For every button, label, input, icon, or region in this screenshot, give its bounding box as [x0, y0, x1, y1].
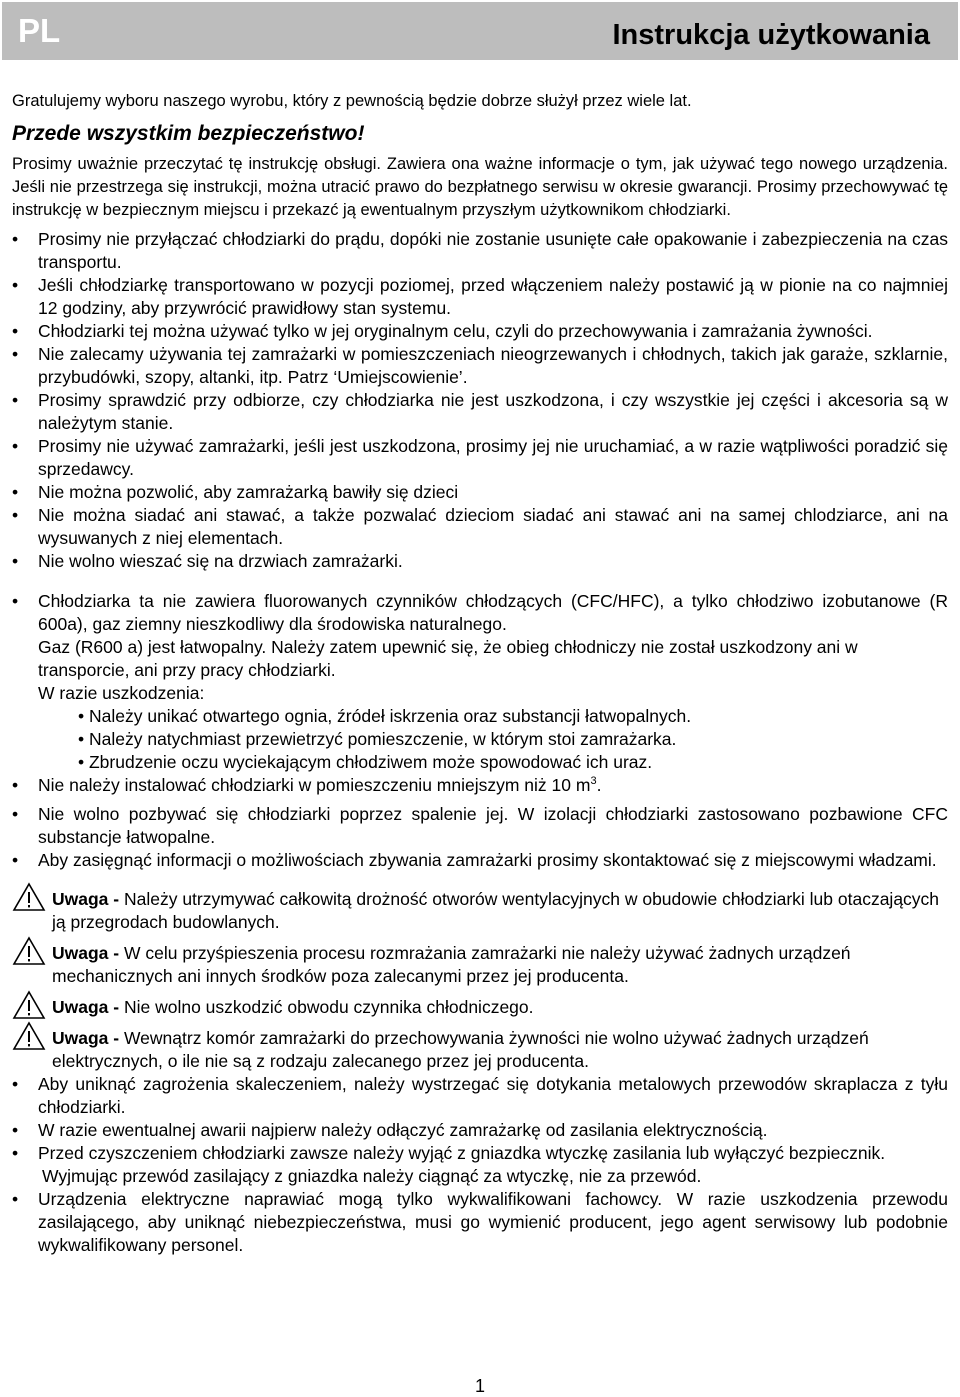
bullet-icon: • [12, 390, 19, 410]
damage-item: • Należy natychmiast przewietrzyć pomieszczenie, w którym stoi zamrażarka. [78, 729, 677, 749]
list-item: • Prosimy nie przyłączać chłodziarki do prądu, dopóki nie zostanie usunięte całe opakowanie i zabezpieczenia na czas transportu. [12, 229, 948, 272]
warning-label: Uwaga - [52, 943, 120, 963]
bullet-icon: • [12, 850, 19, 870]
warning-label: Uwaga - [52, 997, 120, 1017]
document-body [12, 90, 948, 1257]
warning-label: Uwaga - [52, 889, 120, 909]
warning-triangle-icon [12, 1021, 46, 1051]
bullet-icon: • [12, 505, 19, 525]
warning-block: Uwaga - Nie wolno uszkodzić obwodu czynnika chłodniczego. [12, 996, 948, 1019]
warning-block: Uwaga - Należy utrzymywać całkowitą drożność otworów wentylacyjnych w obudowie chłodziarki lub otaczających ją przegrodach budowlanych. [12, 888, 948, 934]
list-item: • Urządzenia elektryczne naprawiać mogą tylko wykwalifikowani fachowcy. W razie uszkodzenia przewodu zasilającego, aby uniknąć niebezpieczeństwa, musi go wymienić producent, jego agent serwisowy lub podobnie wykwalifikowany personel. [12, 1189, 948, 1255]
damage-item: • Należy unikać otwartego ognia, źródeł iskrzenia oraz substancji łatwopalnych. [78, 706, 692, 726]
bullet-icon: • [12, 321, 19, 341]
list-item: • Aby uniknąć zagrożenia skaleczeniem, należy wystrzegać się dotykania metalowych przewodów skraplacza z tyłu chłodziarki. [12, 1074, 948, 1117]
unplug-note: Wyjmując przewód zasilający z gniazdka należy ciągnąć za wtyczkę, nie za przewód. [42, 1166, 702, 1186]
language-code: PL [18, 12, 61, 49]
list-item: • Nie zalecamy używania tej zamrażarki w pomieszczeniach nieogrzewanych i chłodnych, takich jak garaże, szklarnie, przybudówki, szopy, altanki, itp. Patrz ‘Umiejscowienie’. [12, 344, 948, 387]
refrigerant-list [12, 590, 948, 636]
list-item: • W razie ewentualnej awarii najpierw należy odłączyć zamrażarkę od zasilania elektrycznością. [12, 1120, 768, 1140]
bullet-icon: • [12, 1120, 19, 1140]
list-item: • Prosimy sprawdzić przy odbiorze, czy chłodziarka nie jest uszkodzona, i czy wszystkie jej części i akcesoria są w należytym stanie. [12, 390, 948, 433]
list-item: • Przed czyszczeniem chłodziarki zawsze należy wyjąć z gniazdka wtyczkę zasilania lub wyłączyć bezpiecznik. [12, 1143, 886, 1163]
damage-intro: W razie uszkodzenia: [38, 683, 205, 703]
page-title: Instrukcja użytkowania [612, 19, 930, 51]
greeting-text: Gratulujemy wyboru naszego wyrobu, który z pewnością będzie dobrze służył przez wiele lat. [12, 92, 692, 110]
intro-paragraph: Prosimy uważnie przeczytać tę instrukcję obsługi. Zawiera ona ważne informacje o tym, jak używać tego nowego urządzenia. Jeśli nie przestrzega się instrukcji, można utracić prawo do bezpłatnego serwisu w okresie gwarancji. Prosimy przechowywać tę instrukcję w bezpiecznym miejscu i przekazć ją ewentualnym przyszłym użytkownikom chłodziarki. [12, 155, 948, 219]
warning-block: Uwaga - Wewnątrz komór zamrażarki do przechowywania żywności nie wolno używać żadnych urządzeń elektrycznych, o ile nie są z rodzaju zalecanego przez jej producenta. [12, 1027, 948, 1073]
list-item: • Nie wolno wieszać się na drzwiach zamrażarki. [12, 551, 403, 571]
bullet-icon: • [12, 229, 19, 249]
list-item: • Nie można pozwolić, aby zamrażarką bawiły się dzieci [12, 482, 459, 502]
list-item: • Jeśli chłodziarkę transportowano w pozycji poziomej, przed włączeniem należy postawić ją w pionie na co najmniej 12 godziny, aby przywrócić prawidłowy stan systemu. [12, 275, 948, 318]
list-item: • Nie należy instalować chłodziarki w pomieszczeniu mniejszym niż 10 $m^3$. [12, 775, 602, 795]
warning-block: Uwaga - W celu przyśpieszenia procesu rozmrażania zamrażarki nie należy używać żadnych urządzeń mechanicznych ani innych środków poza zalecanymi przez jej producenta. [12, 942, 948, 988]
list-item: • Aby zasięgnąć informacji o możliwościach zbywania zamrażarki prosimy skontaktować się z miejscowymi władzami. [12, 850, 937, 870]
warning-label: Uwaga - [52, 1028, 120, 1048]
safety-list [12, 228, 948, 573]
bullet-icon: • [12, 775, 19, 795]
list-item: • Prosimy nie używać zamrażarki, jeśli jest uszkodzona, prosimy jej nie uruchamiać, a w razie wątpliwości poradzić się sprzedawcy. [12, 436, 948, 479]
warning-triangle-icon [12, 936, 46, 966]
bullet-icon: • [12, 551, 19, 571]
page-number: 1 [474, 1376, 485, 1396]
installation-list [12, 774, 948, 872]
page-header [2, 2, 958, 60]
bullet-icon: • [12, 1143, 19, 1163]
damage-item: • Zbrudzenie oczu wyciekającym chłodziwem może spowodować ich uraz. [78, 752, 653, 772]
list-item: • Nie można siadać ani stawać, a także pozwalać dzieciom siadać ani stawać ani na samej chlodziarce, ani na wysuwanych z niej elementach. [12, 505, 948, 548]
bullet-icon: • [12, 1189, 19, 1209]
bullet-icon: • [12, 804, 19, 824]
bullet-icon: • [12, 1074, 19, 1094]
list-item: • Chłodziarki tej można używać tylko w jej oryginalnym celu, czyli do przechowywania i zamrażania żywności. [12, 321, 873, 341]
list-item: • Nie wolno pozbywać się chłodziarki poprzez spalenie jej. W izolacji chłodziarki zastosowano pozbawione CFC substancje łatwopalne. [12, 804, 948, 847]
warning-triangle-icon [12, 882, 46, 912]
refrigerant-text: Chłodziarka ta nie zawiera fluorowanych czynników chłodzących (CFC/HFC), a tylko chłodziwo izobutanowe (R 600a), gaz ziemny nieszkodliwy dla środowiska naturalnego. [38, 591, 948, 634]
flammable-note: Gaz (R600 a) jest łatwopalny. Należy zatem upewnić się, że obieg chłodniczy nie został uszkodzony ani w transporcie, ani przy pracy chłodziarki. [38, 637, 858, 680]
bullet-icon: • [12, 275, 19, 295]
bullet-icon: • [12, 344, 19, 364]
bullet-icon: • [12, 436, 19, 456]
bullet-icon: • [12, 591, 19, 611]
repair-list [12, 1188, 948, 1257]
safety-heading: Przede wszystkim bezpieczeństwo! [12, 122, 365, 145]
maintenance-list [12, 1073, 948, 1165]
list-item [12, 590, 948, 636]
bullet-icon: • [12, 482, 19, 502]
warning-triangle-icon [12, 990, 46, 1020]
